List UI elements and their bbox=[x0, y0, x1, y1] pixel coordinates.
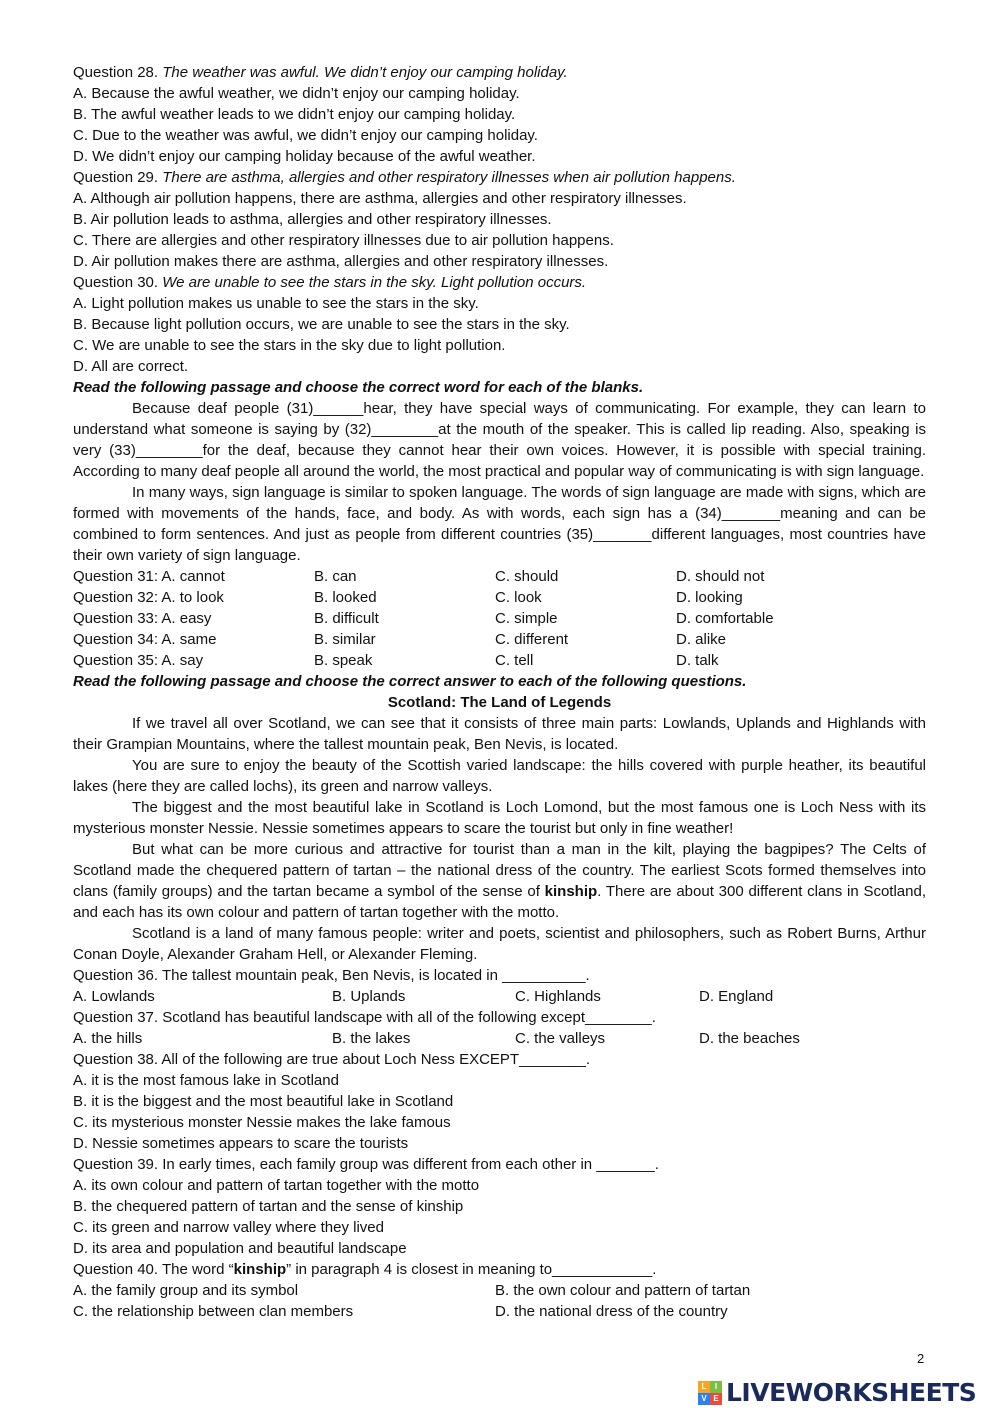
passage-2-paragraph-1: If we travel all over Scotland, we can see that it consists of three main parts: Lowlands, Uplands and Highlands with their Grampian Mountains, where the tallest mountain peak, Ben Nevis, is located. bbox=[73, 715, 926, 753]
liveworksheets-logo[interactable] bbox=[698, 1378, 976, 1407]
q40-option-c: C. the relationship between clan members bbox=[73, 1303, 354, 1320]
worksheet-page bbox=[73, 62, 926, 1322]
question-number: Question 30. bbox=[73, 274, 163, 291]
q28-option-a: A. Because the awful weather, we didn’t enjoy our camping holiday. bbox=[73, 85, 520, 102]
question-36-stem: Question 36. The tallest mountain peak, Ben Nevis, is located in __________. bbox=[73, 967, 590, 984]
q40-option-b: B. the own colour and pattern of tartan bbox=[495, 1282, 751, 1299]
logo-mark-letter: E bbox=[710, 1393, 722, 1405]
q30-option-d: D. All are correct. bbox=[73, 358, 189, 375]
q33-option-c: C. simple bbox=[495, 610, 558, 627]
q31-option-a: Question 31: A. cannot bbox=[73, 568, 225, 585]
q35-option-a: Question 35: A. say bbox=[73, 652, 204, 669]
q38-option-b: B. it is the biggest and the most beautiful lake in Scotland bbox=[73, 1093, 454, 1110]
question-prompt: We are unable to see the stars in the sky. Light pollution occurs. bbox=[162, 274, 587, 291]
q30-option-a: A. Light pollution makes us unable to see the stars in the sky. bbox=[73, 295, 479, 312]
question-28-stem bbox=[73, 62, 926, 83]
q29-option-d: D. Air pollution makes there are asthma, allergies and other respiratory illnesses. bbox=[73, 253, 609, 270]
question-40-options-row-1 bbox=[73, 1280, 926, 1301]
q35-option-c: C. tell bbox=[495, 652, 534, 669]
q36-option-d: D. England bbox=[699, 988, 774, 1005]
q39-option-a: A. its own colour and pattern of tartan together with the motto bbox=[73, 1177, 480, 1194]
q36-option-b: B. Uplands bbox=[332, 988, 406, 1005]
question-38-stem: Question 38. All of the following are true about Loch Ness EXCEPT________. bbox=[73, 1051, 590, 1068]
q38-option-d: D. Nessie sometimes appears to scare the tourists bbox=[73, 1135, 409, 1152]
logo-mark-letter: L bbox=[698, 1381, 710, 1393]
q33-option-d: D. comfortable bbox=[676, 610, 774, 627]
q29-option-c: C. There are allergies and other respiratory illnesses due to air pollution happens. bbox=[73, 232, 614, 249]
q30-option-b: B. Because light pollution occurs, we are unable to see the stars in the sky. bbox=[73, 316, 570, 333]
q31-option-d: D. should not bbox=[676, 568, 765, 585]
question-prompt: The weather was awful. We didn’t enjoy our camping holiday. bbox=[162, 64, 568, 81]
paragraph-text: . There are about 300 different clans in Scotland, and each has its own colour and pattern of tartan together with the motto. bbox=[73, 883, 926, 921]
q32-option-b: B. looked bbox=[314, 589, 377, 606]
q36-option-a: A. Lowlands bbox=[73, 988, 155, 1005]
question-40-stem bbox=[73, 1259, 926, 1280]
question-number: Question 29. bbox=[73, 169, 163, 186]
q34-option-c: C. different bbox=[495, 631, 569, 648]
q38-option-c: C. its mysterious monster Nessie makes the lake famous bbox=[73, 1114, 451, 1131]
q33-option-b: B. difficult bbox=[314, 610, 379, 627]
q35-option-d: D. talk bbox=[676, 652, 719, 669]
q38-option-a: A. it is the most famous lake in Scotland bbox=[73, 1072, 339, 1089]
question-32-row bbox=[73, 587, 926, 608]
q36-option-c: C. Highlands bbox=[515, 988, 601, 1005]
question-37-options bbox=[73, 1028, 926, 1049]
q37-option-a: A. the hills bbox=[73, 1030, 143, 1047]
q37-option-c: C. the valleys bbox=[515, 1030, 606, 1047]
section-2-instruction: Read the following passage and choose the correct answer to each of the following questions. bbox=[73, 673, 747, 690]
q39-option-c: C. its green and narrow valley where they lived bbox=[73, 1219, 384, 1236]
question-37-stem: Question 37. Scotland has beautiful landscape with all of the following except________. bbox=[73, 1009, 656, 1026]
question-text: ” in paragraph 4 is closest in meaning to____________. bbox=[286, 1261, 657, 1278]
question-36-options bbox=[73, 986, 926, 1007]
logo-mark-letter: V bbox=[698, 1393, 710, 1405]
logo-mark-letter: I bbox=[710, 1381, 722, 1393]
q34-option-d: D. alike bbox=[676, 631, 727, 648]
q35-option-b: B. speak bbox=[314, 652, 373, 669]
q31-option-b: B. can bbox=[314, 568, 357, 585]
question-35-row bbox=[73, 650, 926, 671]
q31-option-c: C. should bbox=[495, 568, 559, 585]
logo-mark-icon bbox=[698, 1381, 722, 1405]
passage-2-paragraph-5: Scotland is a land of many famous people: writer and poets, scientist and philosophers, such as Robert Burns, Arthur Conan Doyle, Alexander Graham Hell, or Alexander Fleming. bbox=[73, 925, 926, 963]
q30-option-c: C. We are unable to see the stars in the sky due to light pollution. bbox=[73, 337, 506, 354]
question-40-options-row-2 bbox=[73, 1301, 926, 1322]
q28-option-c: C. Due to the weather was awful, we didn’t enjoy our camping holiday. bbox=[73, 127, 538, 144]
question-29-stem bbox=[73, 167, 926, 188]
passage-1-paragraph-2: In many ways, sign language is similar to spoken language. The words of sign language are made with signs, which are formed with movements of the hands, face, and body. As with words, each sign has a (34)_______meaning and can be combined to form sentences. And just as people from different countries (35)_______different languages, most countries have their own variety of sign language. bbox=[73, 484, 926, 564]
question-34-row bbox=[73, 629, 926, 650]
page-number: 2 bbox=[917, 1351, 925, 1366]
section-1-instruction: Read the following passage and choose the correct word for each of the blanks. bbox=[73, 379, 644, 396]
q32-option-a: Question 32: A. to look bbox=[73, 589, 224, 606]
highlighted-word: kinship bbox=[233, 1261, 287, 1278]
q37-option-b: B. the lakes bbox=[332, 1030, 411, 1047]
q28-option-d: D. We didn’t enjoy our camping holiday because of the awful weather. bbox=[73, 148, 536, 165]
q34-option-a: Question 34: A. same bbox=[73, 631, 217, 648]
q32-option-c: C. look bbox=[495, 589, 542, 606]
question-31-row bbox=[73, 566, 926, 587]
q33-option-a: Question 33: A. easy bbox=[73, 610, 212, 627]
passage-2-paragraph-4 bbox=[73, 839, 926, 923]
q40-option-d: D. the national dress of the country bbox=[495, 1303, 728, 1320]
question-number: Question 28. bbox=[73, 64, 163, 81]
q40-option-a: A. the family group and its symbol bbox=[73, 1282, 299, 1299]
question-text: Question 40. The word “ bbox=[73, 1261, 234, 1278]
question-prompt: There are asthma, allergies and other respiratory illnesses when air pollution happens. bbox=[162, 169, 736, 186]
q32-option-d: D. looking bbox=[676, 589, 743, 606]
q29-option-b: B. Air pollution leads to asthma, allergies and other respiratory illnesses. bbox=[73, 211, 552, 228]
q39-option-d: D. its area and population and beautiful landscape bbox=[73, 1240, 407, 1257]
q34-option-b: B. similar bbox=[314, 631, 376, 648]
passage-2-paragraph-3: The biggest and the most beautiful lake in Scotland is Loch Lomond, but the most famous one is Loch Ness with its mysterious monster Nessie. Nessie sometimes appears to scare the tourist but only in fine weather! bbox=[73, 799, 926, 837]
q37-option-d: D. the beaches bbox=[699, 1030, 800, 1047]
passage-2-paragraph-2: You are sure to enjoy the beauty of the Scottish varied landscape: the hills covered with purple heather, its beautiful lakes (here they are called lochs), its green and narrow valleys. bbox=[73, 757, 926, 795]
brand-name: LIVEWORKSHEETS bbox=[726, 1378, 977, 1407]
question-30-stem bbox=[73, 272, 926, 293]
q29-option-a: A. Although air pollution happens, there are asthma, allergies and other respiratory illnesses. bbox=[73, 190, 687, 207]
q39-option-b: B. the chequered pattern of tartan and the sense of kinship bbox=[73, 1198, 464, 1215]
q28-option-b: B. The awful weather leads to we didn’t enjoy our camping holiday. bbox=[73, 106, 516, 123]
highlighted-word: kinship bbox=[544, 883, 598, 900]
passage-2-title: Scotland: The Land of Legends bbox=[387, 694, 612, 711]
question-33-row bbox=[73, 608, 926, 629]
question-39-stem: Question 39. In early times, each family group was different from each other in _______. bbox=[73, 1156, 659, 1173]
paragraph-text: But what can be more curious and attractive for tourist than a man in the kilt, playing the bagpipes? The Celts of Scotland made the chequered pattern of tartan – the national dress of the country. The earliest Scots formed themselves into clans (family groups) and the tartan became a symbol of the sense of bbox=[73, 841, 926, 900]
passage-1-paragraph-1: Because deaf people (31)______hear, they have special ways of communicating. For example, they can learn to understand what someone is saying by (32)________at the mouth of the speaker. This is called lip reading. Also, speaking is very (33)________for the deaf, because they cannot hear their own voices. However, it is possible with special training. According to many deaf people all around the world, the most practical and popular way of communicating is with sign language. bbox=[73, 400, 926, 480]
